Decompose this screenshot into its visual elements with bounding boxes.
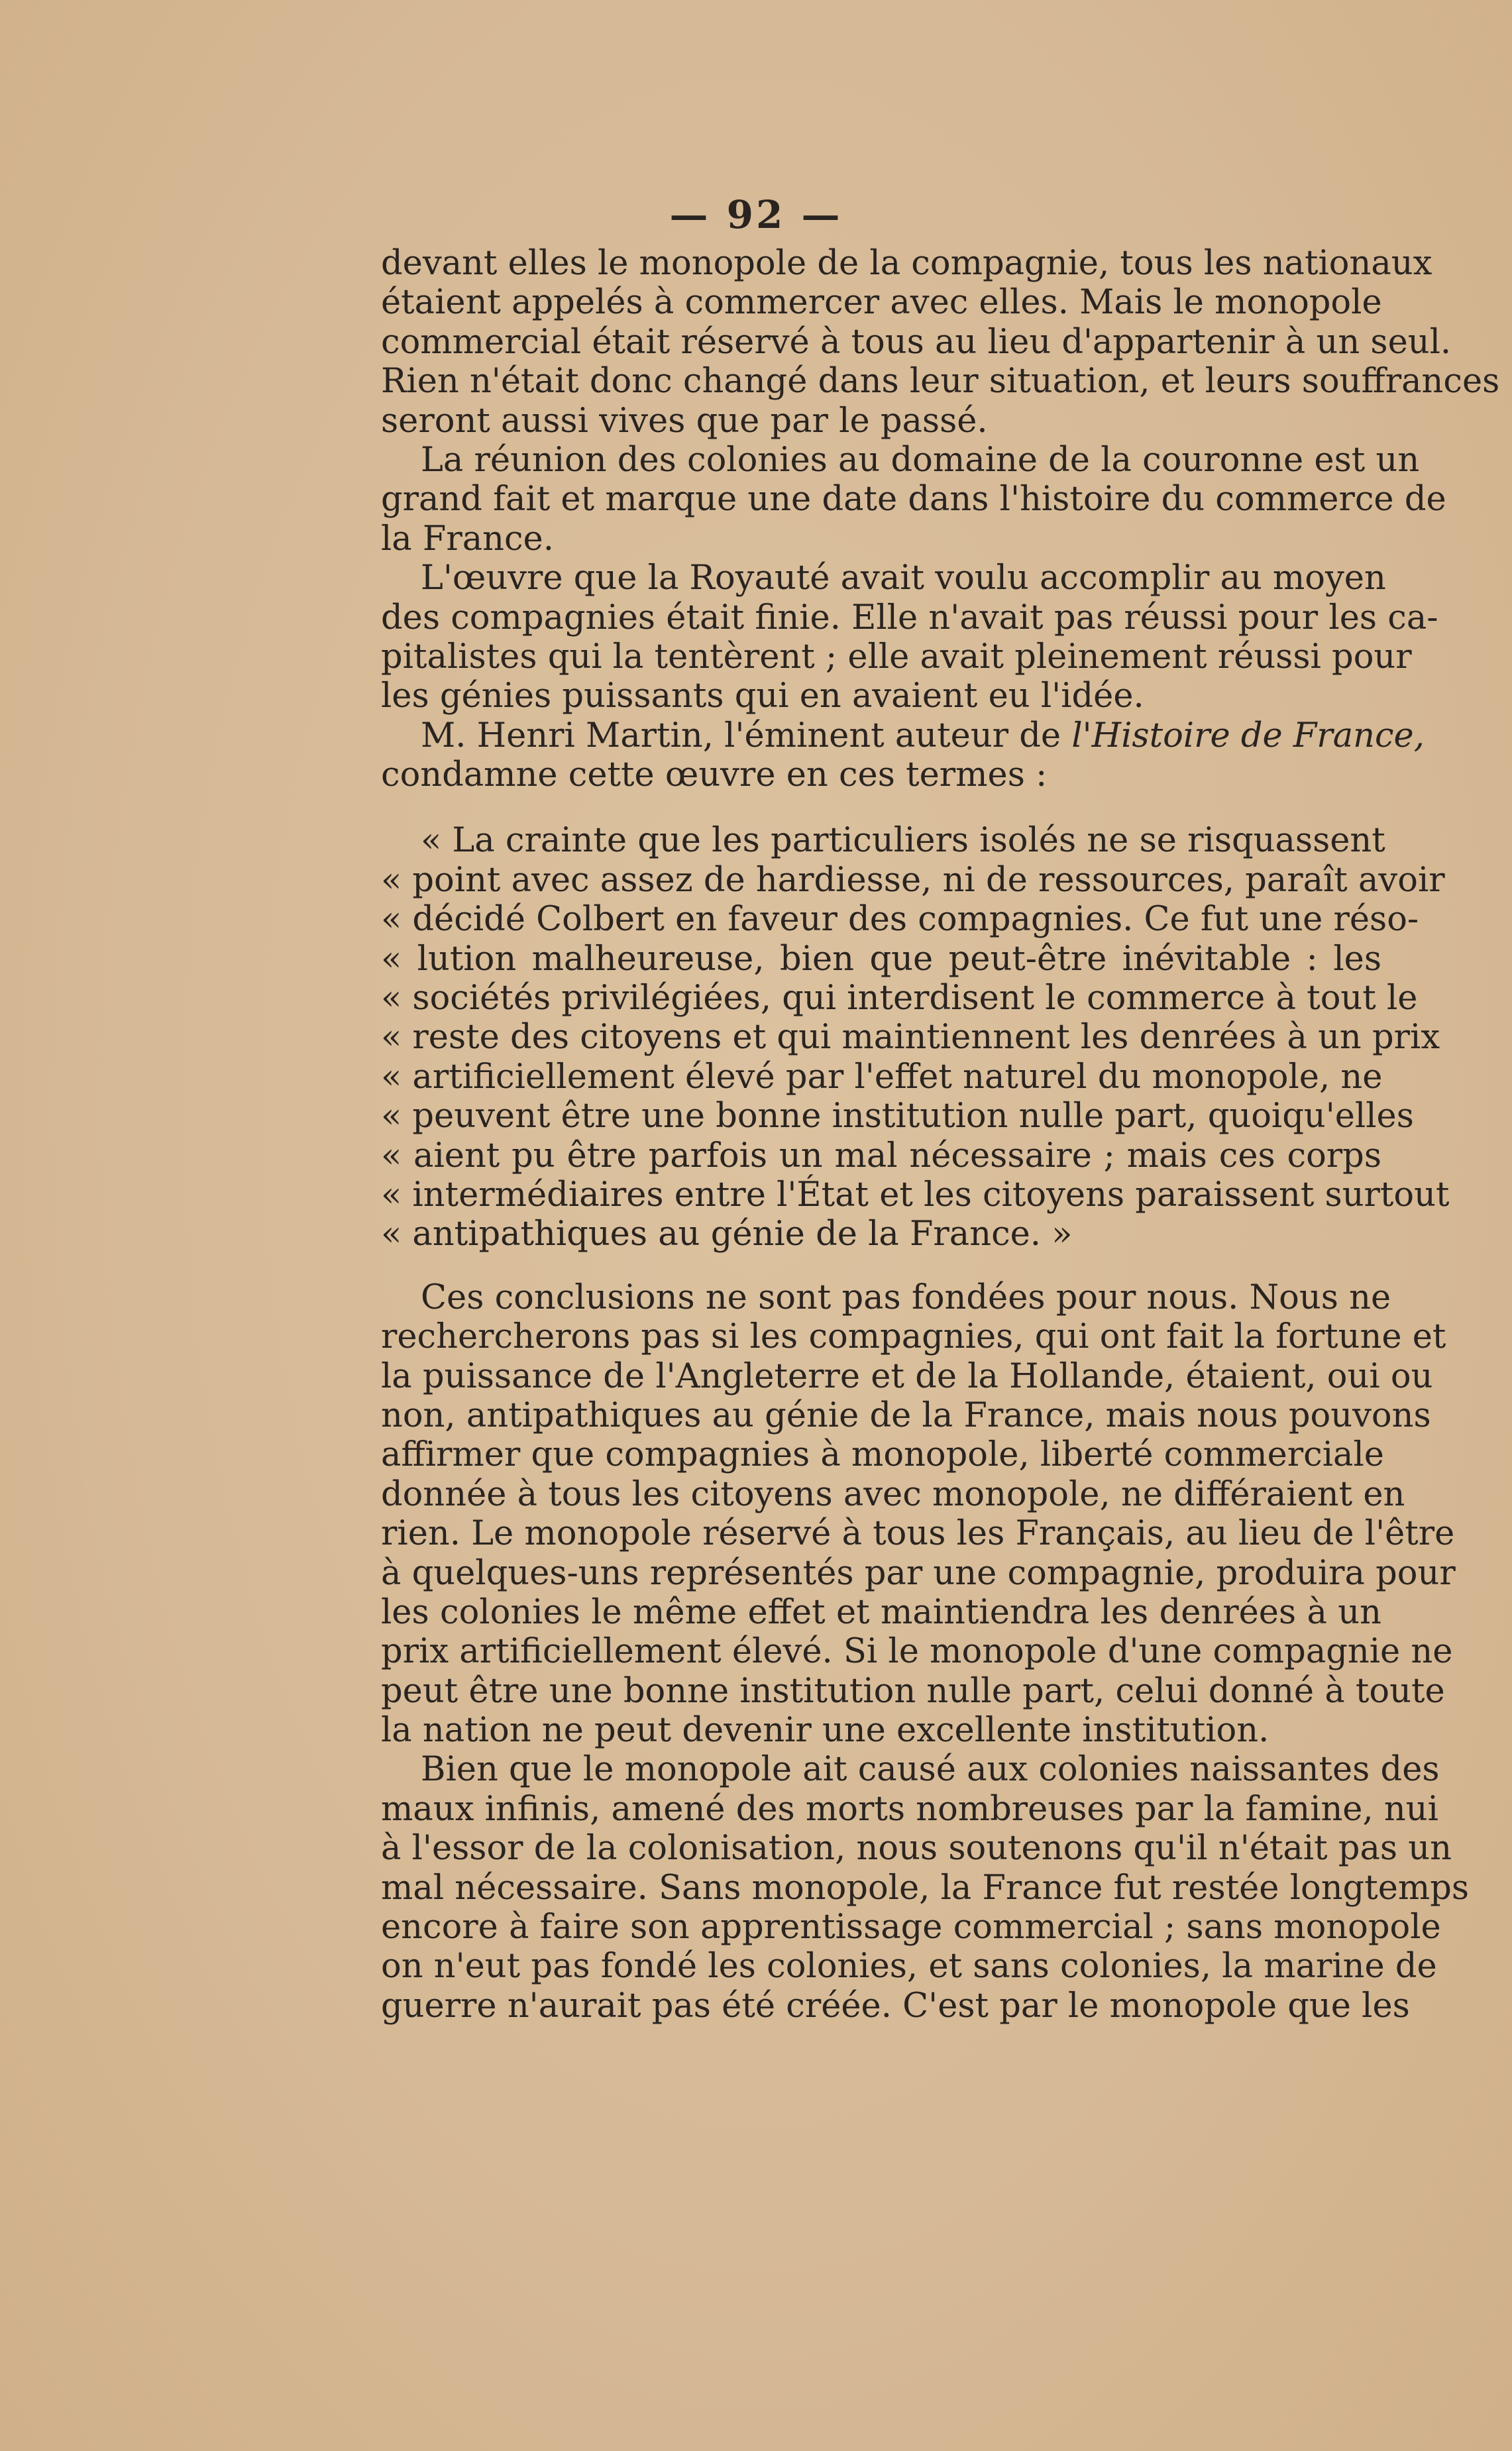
paragraph <box>381 244 1500 441</box>
quote-line: « décidé Colbert en faveur des compagnies. Ce fut une réso- <box>381 900 1419 940</box>
quote-line: « antipathiques au génie de la France. » <box>381 1215 1073 1254</box>
text-line: la nation ne peut devenir une excellente institution. <box>381 1711 1269 1751</box>
text-line: la France. <box>381 519 554 559</box>
text-line: Ces conclusions ne sont pas fondées pour nous. Nous ne <box>421 1278 1391 1317</box>
text-line: grand fait et marque une date dans l'histoire du commerce de <box>381 480 1446 519</box>
text-line <box>381 716 1425 755</box>
paragraph <box>381 559 1438 716</box>
text-line: Rien n'était donc changé dans leur situation, et leurs souffrances <box>381 362 1500 402</box>
paragraph <box>381 1278 1456 1751</box>
text-line: la puissance de l'Angleterre et de la Hollande, étaient, oui ou <box>381 1356 1433 1396</box>
text-line: affirmer que compagnies à monopole, liberté commerciale <box>381 1435 1384 1475</box>
page-number: — 92 — <box>669 192 843 237</box>
text-line: on n'eut pas fondé les colonies, et sans colonies, la marine de <box>381 1947 1437 1987</box>
text-line: à l'essor de la colonisation, nous soutenons qu'il n'était pas un <box>381 1829 1452 1869</box>
text-line: prix artificiellement élevé. Si le monopole d'une compagnie ne <box>381 1632 1453 1672</box>
paragraph <box>381 716 1425 795</box>
quote-line: « peuvent être une bonne institution nulle part, quoiqu'elles <box>381 1097 1414 1136</box>
text-line: maux infinis, amené des morts nombreuses par la famine, nui <box>381 1789 1438 1829</box>
text-line: étaient appelés à commercer avec elles. Mais le monopole <box>381 283 1382 323</box>
text-line: des compagnies était finie. Elle n'avait pas réussi pour les ca- <box>381 598 1438 637</box>
book-title: l'Histoire de France, <box>1071 716 1425 755</box>
text-line: les colonies le même effet et maintiendra les denrées à un <box>381 1592 1381 1632</box>
quote-line: « aient pu être parfois un mal nécessaire ; mais ces corps <box>381 1136 1381 1175</box>
text-line: L'œuvre que la Royauté avait voulu accomplir au moyen <box>421 559 1386 598</box>
block-quote <box>381 821 1450 1254</box>
text-line: devant elles le monopole de la compagnie, tous les nationaux <box>381 244 1432 283</box>
text-line: les génies puissants qui en avaient eu l'idée. <box>381 677 1144 716</box>
text-line: encore à faire son apprentissage commercial ; sans monopole <box>381 1908 1441 1947</box>
quote-line: « artificiellement élevé par l'effet naturel du monopole, ne <box>381 1057 1383 1097</box>
quote-line: « reste des citoyens et qui maintiennent les denrées à un prix <box>381 1018 1440 1058</box>
text-line: pitalistes qui la tentèrent ; elle avait pleinement réussi pour <box>381 637 1412 677</box>
quote-line: « intermédiaires entre l'État et les citoyens paraissent surtout <box>381 1175 1450 1215</box>
body-text <box>381 244 1500 2026</box>
text-line: commercial était réservé à tous au lieu d'appartenir à un seul. <box>381 322 1452 362</box>
text-run: M. Henri Martin, l'éminent auteur de <box>421 716 1072 755</box>
text-line: donnée à tous les citoyens avec monopole, ne différaient en <box>381 1474 1405 1514</box>
text-line: à quelques-uns représentés par une compagnie, produira pour <box>381 1553 1456 1593</box>
text-line: peut être une bonne institution nulle part, celui donné à toute <box>381 1671 1445 1711</box>
quote-line: « point avec assez de hardiesse, ni de ressources, paraît avoir <box>381 860 1445 900</box>
text-line: La réunion des colonies au domaine de la couronne est un <box>421 440 1420 480</box>
text-line: condamne cette œuvre en ces termes : <box>381 755 1048 795</box>
text-line: rien. Le monopole réservé à tous les Français, au lieu de l'être <box>381 1514 1455 1554</box>
paragraph <box>381 440 1446 559</box>
text-line: rechercherons pas si les compagnies, qui ont fait la fortune et <box>381 1317 1446 1357</box>
paragraph <box>381 1750 1470 2026</box>
text-line: seront aussi vives que par le passé. <box>381 401 988 441</box>
text-line: guerre n'aurait pas été créée. C'est par le monopole que les <box>381 1986 1410 2026</box>
text-line: non, antipathiques au génie de la France, mais nous pouvons <box>381 1395 1431 1435</box>
text-line: mal nécessaire. Sans monopole, la France fut restée longtemps <box>381 1868 1470 1908</box>
quote-line: « lution malheureuse, bien que peut-être inévitable : les <box>381 939 1381 979</box>
quote-line: « La crainte que les particuliers isolés ne se risquassent <box>421 821 1385 861</box>
quote-line: « sociétés privilégiées, qui interdisent le commerce à tout le <box>381 979 1418 1018</box>
text-line: Bien que le monopole ait causé aux colonies naissantes des <box>421 1750 1440 1790</box>
